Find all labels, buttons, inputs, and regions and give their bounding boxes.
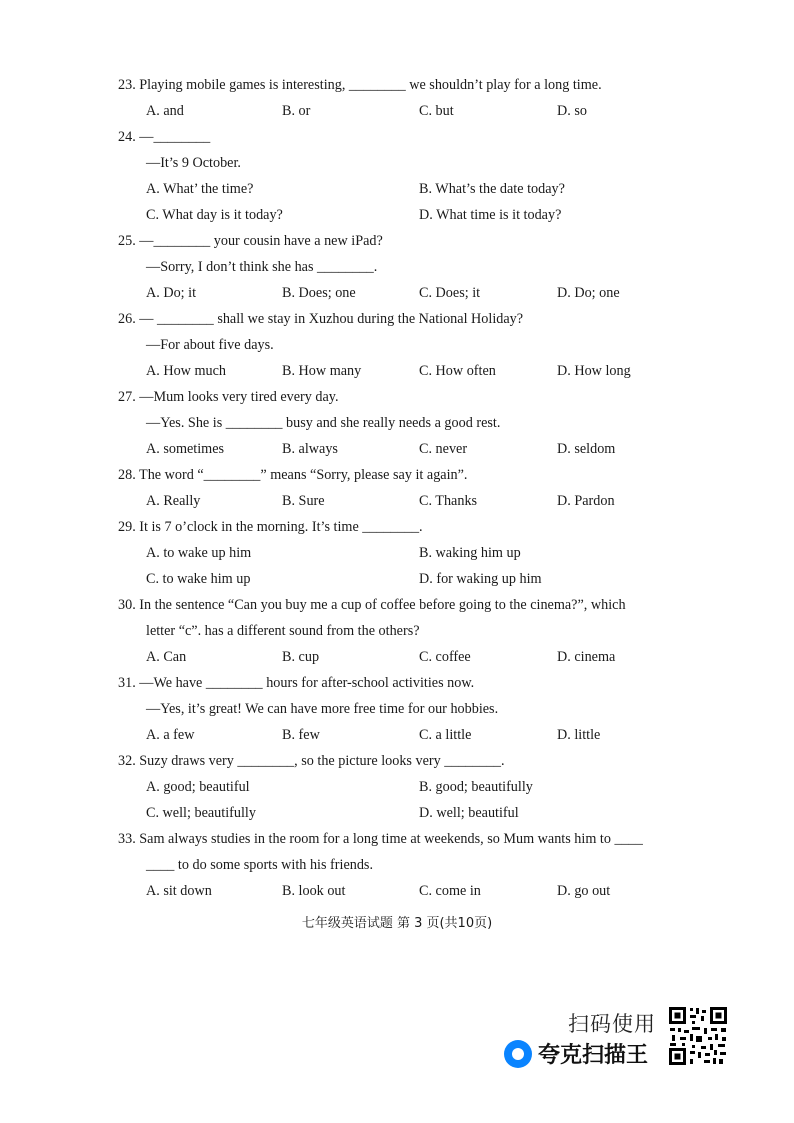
question-25	[118, 228, 698, 306]
answer-option: D. so	[557, 103, 587, 119]
options-row	[118, 98, 698, 124]
answer-option: B. How many	[282, 363, 362, 379]
question-28	[118, 462, 698, 514]
options-row	[118, 644, 698, 670]
answer-option: A. Really	[146, 493, 201, 509]
question-stem: 32. Suzy draws very ________, so the picture looks very ________.	[118, 753, 505, 769]
answer-option: A. to wake up him	[146, 545, 252, 561]
answer-option: D. seldom	[557, 441, 616, 457]
answer-option: D. little	[557, 727, 601, 743]
answer-option: A. sometimes	[146, 441, 225, 457]
answer-option: D. How long	[557, 363, 631, 379]
options-row	[118, 566, 698, 592]
answer-option: A. What’ the time?	[146, 181, 254, 197]
answer-option: A. Do; it	[146, 285, 197, 301]
question-stem: 33. Sam always studies in the room for a long time at weekends, so Mum wants him to ____	[118, 831, 643, 847]
question-32	[118, 748, 698, 826]
options-row	[118, 436, 698, 462]
answer-option: B. waking him up	[419, 545, 521, 561]
question-23	[118, 72, 698, 124]
scan-to-use-label: 扫码使用	[568, 1012, 656, 1036]
question-stem-continued: —Sorry, I don’t think she has ________.	[146, 259, 378, 275]
quark-logo-icon	[504, 1040, 532, 1068]
question-stem-continued: —It’s 9 October.	[146, 155, 241, 171]
answer-option: D. for waking up him	[419, 571, 542, 587]
question-stem-continued: —Yes, it’s great! We can have more free time for our hobbies.	[146, 701, 499, 717]
question-stem-continued: —For about five days.	[146, 337, 274, 353]
answer-option: B. Does; one	[282, 285, 356, 301]
answer-option: B. What’s the date today?	[419, 181, 565, 197]
question-stem: 28. The word “________” means “Sorry, please say it again”.	[118, 467, 468, 483]
question-stem: 24. —________	[118, 129, 211, 145]
answer-option: C. Does; it	[419, 285, 481, 301]
options-row	[118, 358, 698, 384]
question-stem: 31. —We have ________ hours for after-school activities now.	[118, 675, 475, 691]
answer-option: A. sit down	[146, 883, 212, 899]
question-stem-continued: —Yes. She is ________ busy and she really needs a good rest.	[146, 415, 501, 431]
answer-option: C. How often	[419, 363, 496, 379]
answer-option: D. well; beautiful	[419, 805, 519, 821]
question-31	[118, 670, 698, 748]
answer-option: B. Sure	[282, 493, 325, 509]
options-row	[118, 878, 698, 904]
question-33	[118, 826, 698, 904]
qr-code-icon[interactable]	[668, 1006, 728, 1066]
options-row	[118, 800, 698, 826]
answer-option: B. always	[282, 441, 338, 457]
answer-option: B. cup	[282, 649, 320, 665]
answer-option: C. but	[419, 103, 454, 119]
options-row	[118, 774, 698, 800]
options-row	[118, 202, 698, 228]
question-stem: 23. Playing mobile games is interesting, ________ we shouldn’t play for a long time.	[118, 77, 602, 93]
answer-option: D. Pardon	[557, 493, 615, 509]
answer-option: D. cinema	[557, 649, 616, 665]
question-stem-continued: ____ to do some sports with his friends.	[146, 857, 373, 873]
options-row	[118, 176, 698, 202]
question-stem: 30. In the sentence “Can you buy me a cup of coffee before going to the cinema?”, which	[118, 597, 626, 613]
answer-option: C. coffee	[419, 649, 471, 665]
answer-option: A. a few	[146, 727, 195, 743]
answer-option: D. What time is it today?	[419, 207, 562, 223]
answer-option: C. never	[419, 441, 468, 457]
answer-option: C. a little	[419, 727, 472, 743]
question-stem: 27. —Mum looks very tired every day.	[118, 389, 339, 405]
answer-option: B. look out	[282, 883, 346, 899]
question-stem: 29. It is 7 o’clock in the morning. It’s time ________.	[118, 519, 423, 535]
answer-option: D. go out	[557, 883, 611, 899]
question-26	[118, 306, 698, 384]
answer-option: A. Can	[146, 649, 187, 665]
answer-option: C. Thanks	[419, 493, 478, 509]
answer-option: A. How much	[146, 363, 226, 379]
answer-option: B. good; beautifully	[419, 779, 533, 795]
answer-option: C. to wake him up	[146, 571, 251, 587]
answer-option: C. well; beautifully	[146, 805, 256, 821]
question-27	[118, 384, 698, 462]
question-24	[118, 124, 698, 228]
brand-watermark	[504, 1038, 648, 1069]
answer-option: B. few	[282, 727, 320, 743]
options-row	[118, 540, 698, 566]
answer-option: A. and	[146, 103, 184, 119]
answer-option: A. good; beautiful	[146, 779, 250, 795]
options-row	[118, 722, 698, 748]
answer-option: C. What day is it today?	[146, 207, 283, 223]
options-row	[118, 280, 698, 306]
page-footer: 七年级英语试题 第 3 页(共10页)	[301, 916, 493, 931]
question-stem: 26. — ________ shall we stay in Xuzhou during the National Holiday?	[118, 311, 524, 327]
question-30	[118, 592, 698, 670]
options-row	[118, 488, 698, 514]
question-stem-continued: letter “c”. has a different sound from the others?	[146, 623, 420, 639]
question-stem: 25. —________ your cousin have a new iPad?	[118, 233, 383, 249]
question-29	[118, 514, 698, 592]
answer-option: D. Do; one	[557, 285, 620, 301]
brand-name: 夸克扫描王	[538, 1043, 649, 1068]
answer-option: B. or	[282, 103, 311, 119]
answer-option: C. come in	[419, 883, 481, 899]
